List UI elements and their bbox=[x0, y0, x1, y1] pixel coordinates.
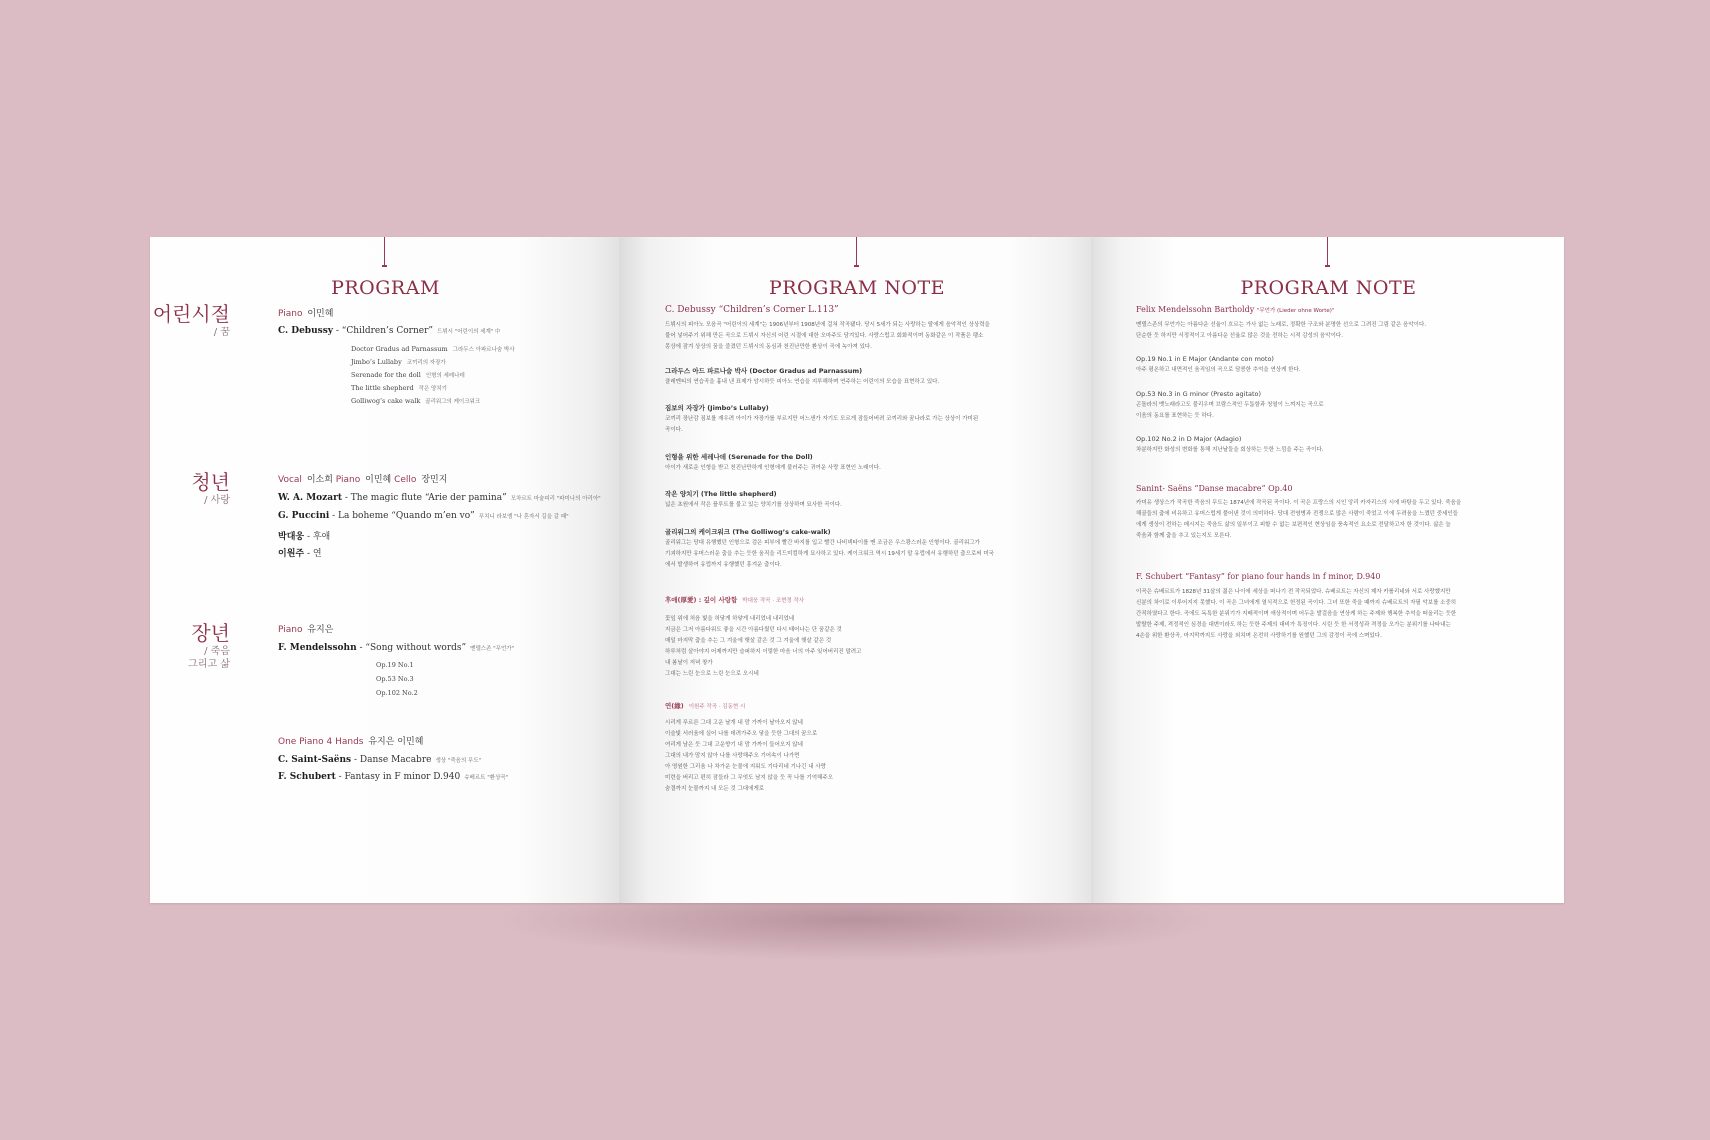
era-title: 청년 bbox=[191, 470, 230, 494]
page-marker bbox=[856, 237, 857, 265]
page-title: PROGRAM NOTE bbox=[768, 277, 946, 299]
song-heading-yeon: 연(緣) 이원주 작곡 · 김동현 시 bbox=[665, 702, 746, 710]
era-subtitle: / 사랑 bbox=[204, 495, 230, 506]
song-heading-huae: 후애(厚愛) : 깊이 사랑함 박대웅 작곡 · 조현정 작사 bbox=[665, 596, 805, 604]
movement-heading: 짐보의 자장가 (Jimbo’s Lullaby) bbox=[665, 404, 769, 412]
note-body: 곤돌라의 뱃노래라고도 불리우며 브람스적인 두툼함과 청열이 느껴지는 곡으로 이음의 동요를 표현하는 듯 하다. bbox=[1136, 402, 1324, 419]
section-heading-schubert: F. Schubert “Fantasy” for piano four hands in f minor, D.940 bbox=[1136, 572, 1381, 581]
era-maturity bbox=[150, 621, 230, 671]
movement-heading: 골리워그의 케이크워크 (The Golliwog’s cake-walk) bbox=[665, 528, 831, 536]
opus-heading: Op.102 No.2 in D Major (Adagio) bbox=[1136, 435, 1242, 443]
opus-item: Op.102 No.2 bbox=[376, 689, 418, 697]
movement: Golliwog’s cake walk 골리워그의 케이크워크 bbox=[351, 397, 481, 405]
movement: Doctor Gradus ad Parnassum 그라두스 아파르나숨 박사 bbox=[351, 345, 515, 353]
note-body: 넓은 초원에서 작은 플루트를 불고 있는 양치기를 상상하며 묘사한 곡이다. bbox=[665, 502, 842, 508]
performers: One Piano 4 Hands 유지은 이민혜 bbox=[278, 737, 424, 747]
opus-item: Op.19 No.1 bbox=[376, 661, 414, 669]
section-heading-mendelssohn: Felix Mendelssohn Bartholdy "무언가 (Lieder ohne Worte)" bbox=[1136, 305, 1335, 314]
work-saint-saens: C. Saint-Saëns - Danse Macabre 생상 "죽음의 무도" bbox=[278, 755, 482, 765]
brochure-spread bbox=[150, 237, 1563, 903]
note-body: 아이가 새로운 인형을 받고 천진난만하게 인형에게 불러주는 귀여운 사랑 표현인 노래이다. bbox=[665, 465, 881, 471]
section-heading-saint-saens: Sanint- Saëns “Danse macabre” Op.40 bbox=[1136, 484, 1293, 493]
note-body: 차분하지만 화성의 변화를 통해 지난날들을 회상하는 듯한 느낌을 주는 곡이다. bbox=[1136, 447, 1324, 453]
note-body: 카미유 생상스가 작곡한 죽음의 무도는 1874년에 작곡된 곡이다. 이 곡은 프랑스의 시인 앙리 카자리스의 시에 바탕을 두고 있다. 죽음을 해골들의 춤에 비유하고 유머스럽게 풀어낸 것이 의미하다. 당대 전염병과 전쟁으로 많은 사람이 죽었고 이에 두려움을 느꼈던 중세인들 에게 생상이 전하는 메시지는 죽음도 삶의 일부이고 피할 수 없는 보편적인 현상임을 풍속적인 요소로 전달하고자 한 것이다. 삶은 늘 죽음과 함께 춤을 추고 있는지도 모른다. bbox=[1136, 500, 1462, 539]
movement: Jimbo’s Lullaby 코끼리의 자장가 bbox=[351, 358, 446, 366]
work-yeon: 이원주 - 연 bbox=[278, 549, 322, 559]
performers: Vocal 이소희 Piano 이민혜 Cello 장민지 bbox=[278, 475, 448, 485]
opus-heading: Op.19 No.1 in E Major (Andante con moto) bbox=[1136, 355, 1274, 363]
performer-role: Piano bbox=[278, 309, 303, 319]
work-title: - “Children’s Corner” bbox=[333, 326, 433, 336]
work-title-kr: 드뷔시 "어린이의 세계" 中 bbox=[436, 329, 501, 335]
movement-heading: 그라두스 아드 파르나숨 박사 (Doctor Gradus ad Parnassum) bbox=[665, 367, 863, 375]
opus-heading: Op.53 No.3 in G minor (Presto agitato) bbox=[1136, 390, 1262, 398]
era-youth bbox=[150, 470, 230, 507]
era-subtitle: / 죽음 bbox=[204, 646, 230, 657]
program-note-page-2 bbox=[1093, 237, 1564, 903]
note-body: 이곡은 슈베르트가 1828년 31살의 젊은 나이에 세상을 떠나기 전 작곡되었다. 슈베르트는 자신의 제자 카롤리네와 서로 사랑했지만 신분의 차이로 이루어지지 못했다. 이 곡은 그녀에게 열식적으로 헌정된 곡이다. 그녀 또한 죽을 때까지 슈베르트의 자필 악보를 소중히 간직하였다고 한다. 곡에도 독특한 분위기가 지배적이며 애상적이며 어두운 발걸음을 연상케 하는 주제와 행복한 추억을 떠올리는 듯한 발랄한 주제, 격정적인 심경을 대변이라도 하는 듯한 주제의 대비가 특징이다. 시린 듯 한 서정성과 격정을 오가는 분위기를 나타내는 4손을 위한 환상곡, 마지막까지도 사랑을 외치며 온전히 사랑하기를 원했던 그의 감정이 곡에 스며있다. bbox=[1136, 589, 1457, 639]
note-body: 아주 평온하고 내면적인 움직임의 곡으로 담콤한 추억을 연상케 한다. bbox=[1136, 367, 1301, 373]
work-mozart: W. A. Mozart - The magic flute “Arie der pamina” 모차르트 마술피리 "파미나의 아리아" bbox=[278, 493, 601, 503]
era-title: 어린시절 bbox=[152, 302, 230, 326]
page-title: PROGRAM NOTE bbox=[1240, 277, 1417, 299]
movement-heading: 인형을 위한 세레나데 (Serenade for the Doll) bbox=[665, 453, 813, 461]
era-title: 장년 bbox=[191, 621, 230, 645]
lyrics: 시리게 푸르른 그대 고운 날개 내 맘 가까이 날아오지 않네 이슬빛 서러움에 실어 나를 데려가주오 닿을 듯한 그대의 꿈으로 여리게 남은 듯 그대 고운향기 내 맘 가까이 들어오지 않네 그대의 내가 맘지 않아 나를 사랑해주오 기어속이 나가면 아 영원한 그리움 나 차가운 눈물에 지워도 기다리네 기나긴 내 사랑 미련을 버리고 편히 잠들라 그 무엇도 남지 않을 듯 꼭 나를 기억해주오 숨결까지 눈물까지 내 모든 것 그대에게로 bbox=[665, 720, 833, 792]
page-marker bbox=[384, 237, 385, 265]
note-body: 멘델스존의 무언가는 아름다운 선율이 흐르는 가사 없는 노래로, 정확한 구조와 분명한 선으로 그려진 그림 같은 음악이다. 단순한 듯 하지만 서정적이고 아름다운 선율로 많은 것을 전하는 시적 감성의 음악이다. bbox=[1136, 322, 1427, 339]
era-childhood bbox=[150, 302, 230, 339]
work-schubert: F. Schubert - Fantasy in F minor D.940 슈베르트 "환상곡" bbox=[278, 772, 509, 782]
program-note-page-1 bbox=[621, 237, 1093, 903]
movement: Serenade for the doll 인형의 세레나데 bbox=[351, 371, 465, 379]
performers bbox=[278, 306, 333, 319]
era-subtitle: / 꿈 bbox=[213, 327, 230, 338]
movement: The little shepherd 작은 양치기 bbox=[351, 384, 447, 392]
work-huae: 박대웅 - 후애 bbox=[278, 532, 331, 542]
composer: C. Debussy bbox=[278, 326, 334, 336]
work-mendelssohn: F. Mendelssohn - “Song without words” 멘델스존 "무언가" bbox=[278, 643, 515, 653]
page-title: PROGRAM bbox=[331, 277, 440, 299]
performer-name: 이민혜 bbox=[307, 309, 334, 319]
work-puccini: G. Puccini - La boheme “Quando m’en vo” 푸치니 라보엠 "나 혼자서 길을 갈 때" bbox=[278, 511, 569, 521]
note-body: 클레멘티의 연습곡을 흉내 낸 표제가 암시하듯 피아노 연습을 지루해하며 연주하는 어린이의 모습을 표현하고 있다. bbox=[665, 379, 940, 385]
note-body: 골리워그는 당대 유행했던 인형으로 검은 피부에 빨간 바지를 입고 빨간 나비넥타이를 맨 조금은 우스꽝스러운 인형이다. 골리워그가 기괴하지만 유머스러운 춤을 추는 듯한 움직을 리드미컬하게 묘사하고 있다. 케이크워크 역시 19세기 말 유럽에서 유행하던 춤으로써 미국 에서 발생하여 유럽까지 유행했던 흥겨운 춤이다. bbox=[665, 540, 994, 568]
note-body: 코끼리 장난감 짐보를 재우려 아이가 자장가를 부르지만 어느샌가 자기도 모르게 잠들어버려 코끼리와 꿈나라로 가는 상상이 가미된 곡이다. bbox=[665, 416, 979, 433]
program-page bbox=[150, 237, 621, 903]
opus-item: Op.53 No.3 bbox=[376, 675, 414, 683]
note-body: 드뷔시의 피아노 모음곡 "어린이의 세계"는 1906년부터 1908년에 걸쳐 작곡됐다. 당시 5세가 되는 사랑하는 딸에게 음악적인 상상력을 불어 넣어주기 위해 만든 곡으로 드뷔시 자신의 어린 시절에 대한 오마주도 담겨있다. 사랑스럽고 회화적이며 동화같은 이 작품은 팽소 몽상에 잠겨 상상의 꿈을 즐겼던 드뷔시의 동심과 천진난만한 환상이 곡에 녹아져 있다. bbox=[665, 322, 990, 350]
page-marker bbox=[1327, 237, 1328, 265]
lyrics: 꽃잎 위에 처음 빛을 허닿게 하얗게 내리었네 내리었네 지금은 그저 아름다워도 좋을 시간 아름다웠던 다시 태어나는 단 꿈같은 것 매일 마지막 춤을 추는 그 겨울에 햇살 같은 것 그 겨울에 햇살 같은 것 하루처럼 살아야지 어제까지만 슬퍼하지 이렇한 마음 너의 아주 잊어버리진 말려고 내 봄날이 저녁 창가 그대는 느린 눈으로 느린 눈으로 오시네 bbox=[665, 616, 862, 677]
work-debussy bbox=[278, 326, 501, 336]
performers: Piano 유지은 bbox=[278, 625, 334, 635]
movement-heading: 작은 양치기 (The little shepherd) bbox=[665, 490, 777, 498]
era-subtitle: 그리고 삶 bbox=[188, 659, 230, 670]
section-heading-debussy: C. Debussy “Children’s Corner L.113” bbox=[665, 305, 839, 315]
